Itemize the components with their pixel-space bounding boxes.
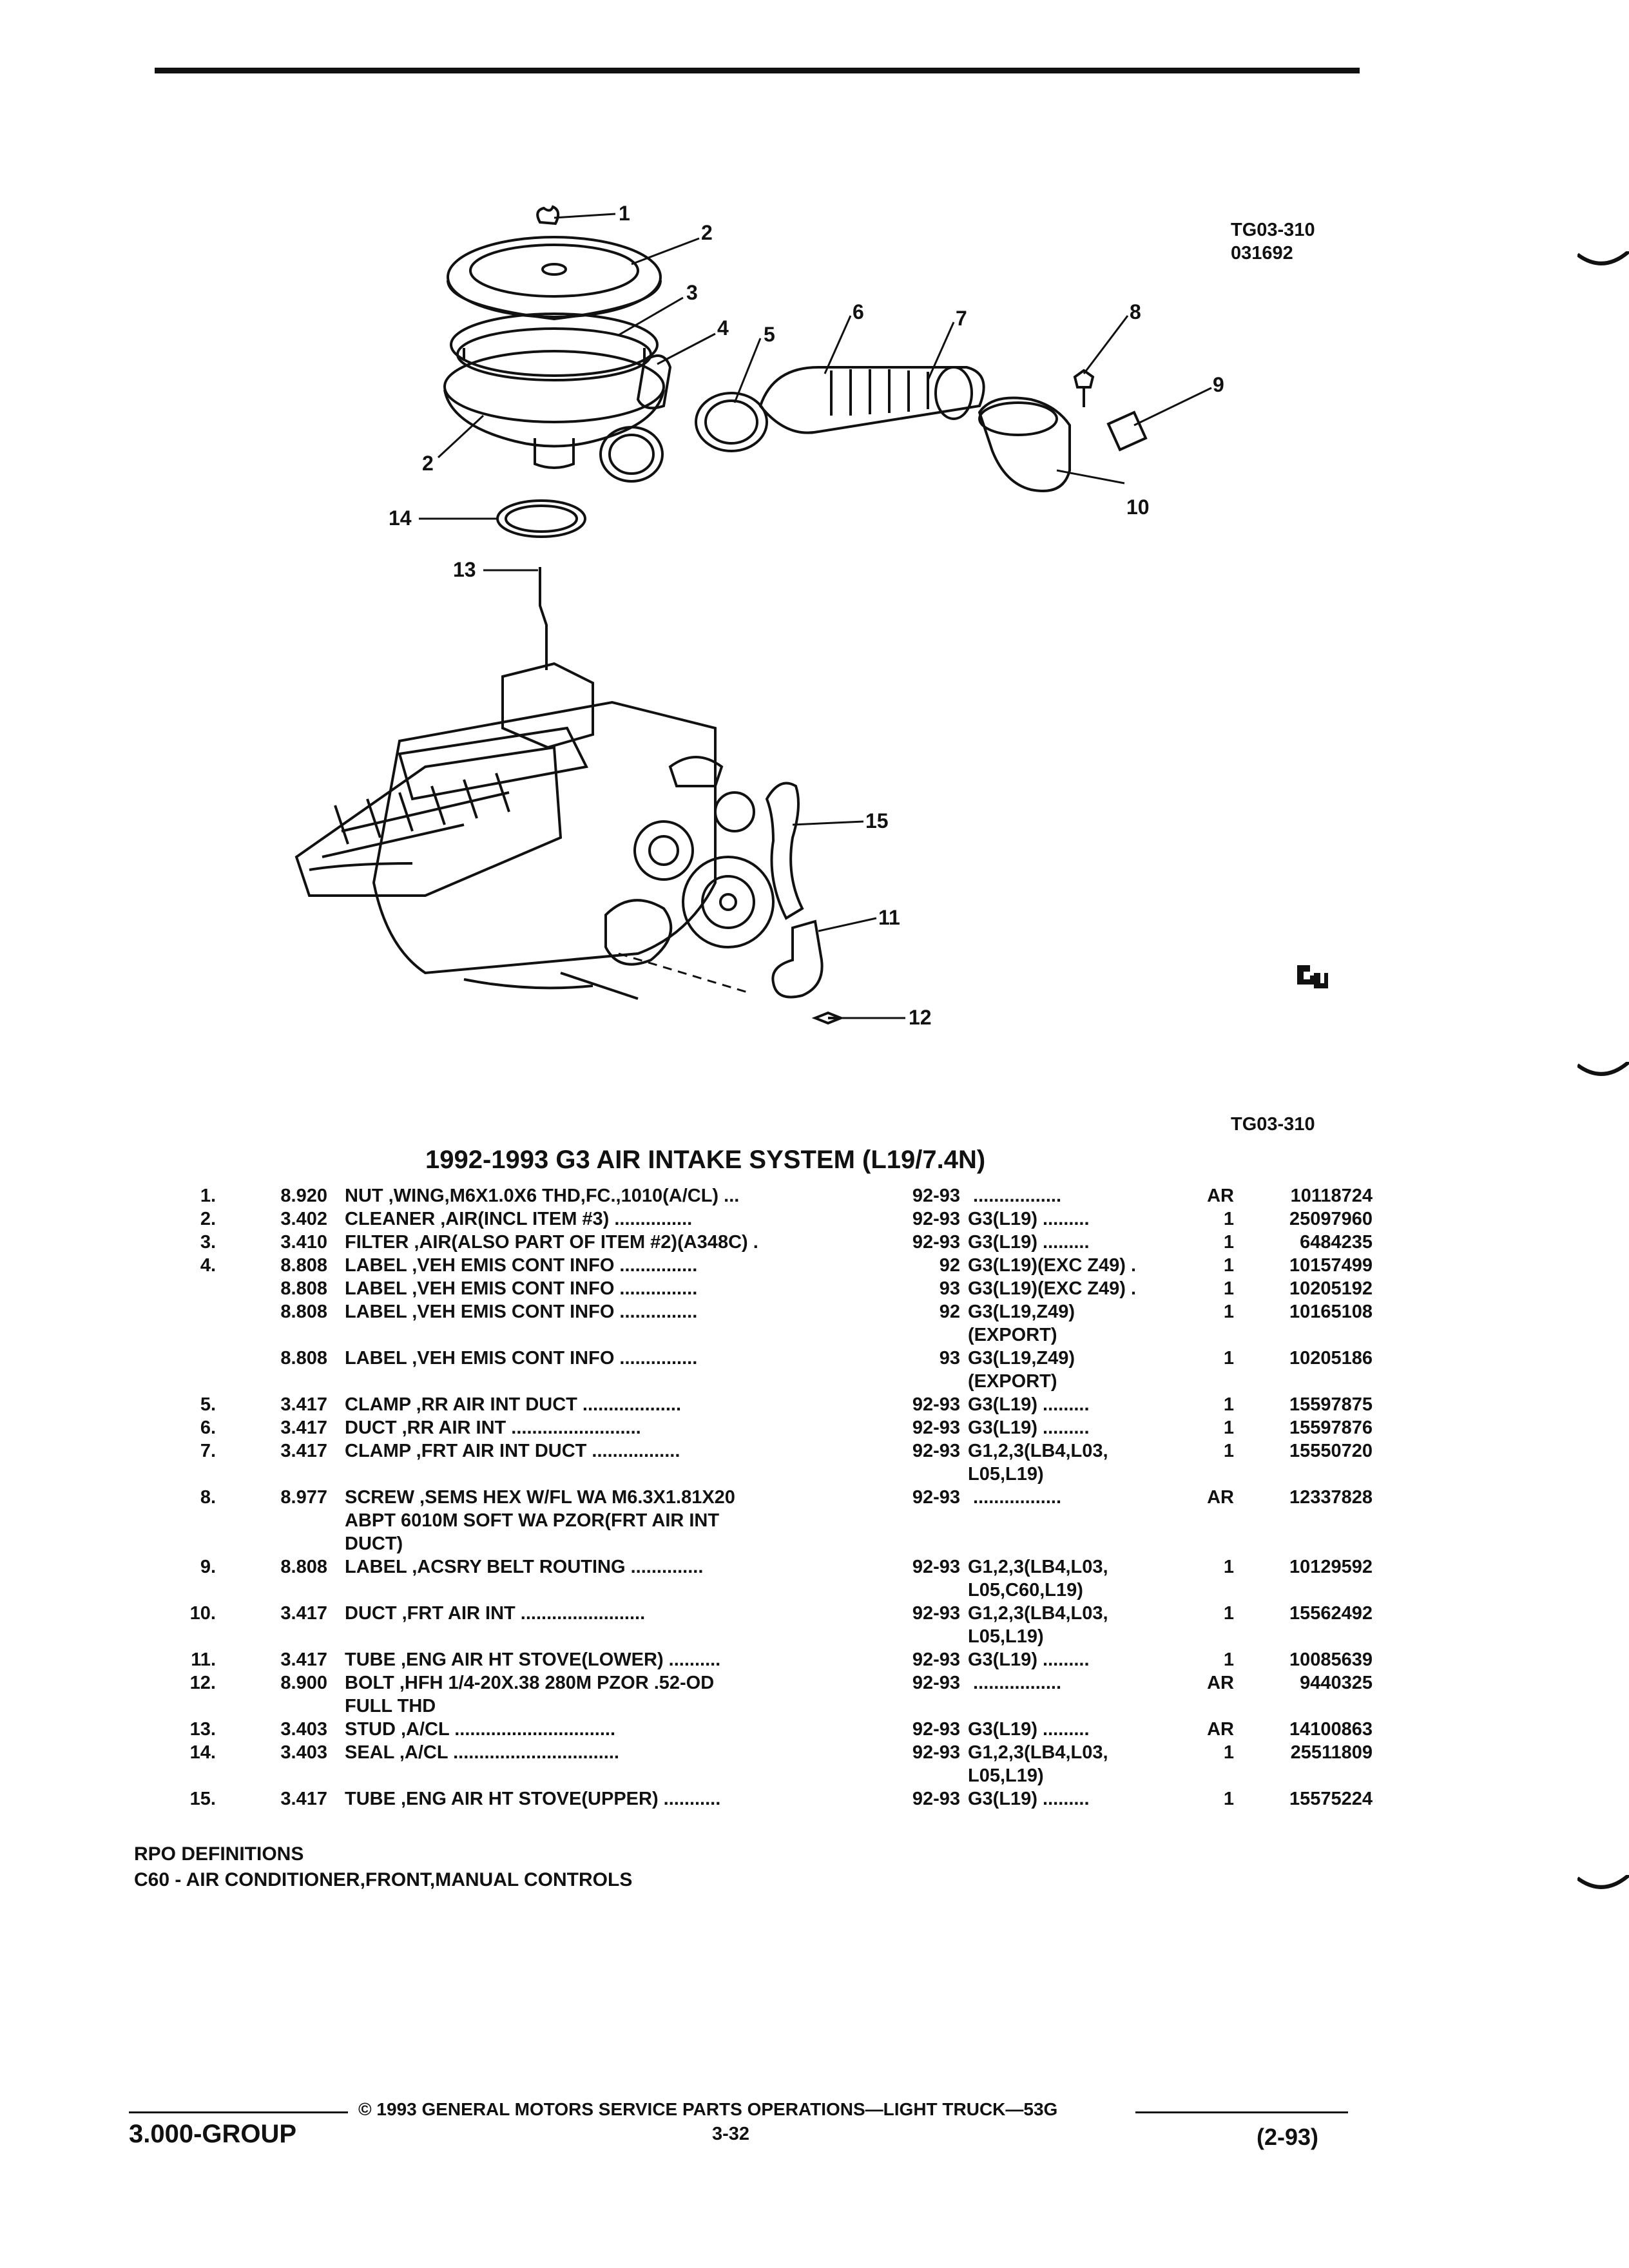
part-number: 25097960: [1289, 1209, 1373, 1229]
parts-row: [187, 1555, 1373, 1602]
part-description: [345, 1393, 899, 1416]
usage-line: G1,2,3(LB4,L03,: [968, 1603, 1108, 1624]
group-number: 3.403: [280, 1742, 327, 1763]
tube-11-shape: [773, 921, 822, 997]
description-line: LABEL ,ACSRY BELT ROUTING ..............: [345, 1557, 704, 1577]
callout-3: 3: [686, 281, 698, 304]
part-description: [345, 1254, 899, 1277]
usage-line: G3(L19) .........: [968, 1789, 1090, 1809]
group-number: 8.900: [280, 1673, 327, 1693]
part-description: [345, 1671, 899, 1718]
parts-row: [187, 1277, 1373, 1300]
part-description: [345, 1648, 899, 1671]
group-number: 3.402: [280, 1209, 327, 1229]
parts-list: [187, 1184, 1373, 1811]
item-number: 15.: [189, 1789, 216, 1809]
parts-row: [187, 1254, 1373, 1277]
part-number: 15597876: [1289, 1418, 1373, 1438]
duct-6-shape: [760, 367, 984, 433]
model-years: 92-93: [912, 1673, 960, 1693]
figure-id-top: TG03-310: [1231, 220, 1315, 240]
part-number: 9440325: [1300, 1673, 1373, 1693]
item-number: 1.: [200, 1186, 216, 1206]
description-line: LABEL ,VEH EMIS CONT INFO ...............: [345, 1348, 698, 1369]
quantity: 1: [1223, 1789, 1234, 1809]
figure-date-code: 031692: [1231, 243, 1293, 264]
bolt-12-shape: [815, 1013, 841, 1023]
item-number: 13.: [189, 1719, 216, 1740]
quantity: 1: [1223, 1255, 1234, 1276]
rpo-definitions: [134, 1841, 632, 1893]
group-number: 3.403: [280, 1719, 327, 1740]
part-description: [345, 1231, 899, 1254]
group-number: 8.977: [280, 1487, 327, 1508]
group-number: 3.417: [280, 1649, 327, 1670]
usage-line: (EXPORT): [968, 1371, 1057, 1392]
description-line: NUT ,WING,M6X1.0X6 THD,FC.,1010(A/CL) ...: [345, 1186, 740, 1206]
callout-7: 7: [956, 307, 967, 330]
usage-line: G1,2,3(LB4,L03,: [968, 1742, 1108, 1763]
model-years: 92: [939, 1255, 960, 1276]
quantity: 1: [1223, 1742, 1234, 1763]
part-description: [345, 1439, 899, 1463]
usage-line: G3(L19) .........: [968, 1209, 1090, 1229]
group-number: 8.808: [280, 1557, 327, 1577]
part-description: [345, 1555, 899, 1579]
part-number: 10129592: [1289, 1557, 1373, 1577]
usage-line: L05,C60,L19): [968, 1580, 1083, 1600]
parts-row: [187, 1486, 1373, 1555]
callout-13: 13: [453, 558, 476, 581]
footer-revision: (2-93): [1257, 2124, 1319, 2150]
quantity: AR: [1207, 1186, 1234, 1206]
description-line: BOLT ,HFH 1/4-20X.38 280M PZOR .52-OD: [345, 1673, 715, 1693]
item-number: 10.: [189, 1603, 216, 1624]
parts-row: [187, 1671, 1373, 1718]
part-number: 15562492: [1289, 1603, 1373, 1624]
usage-line: G3(L19) .........: [968, 1232, 1090, 1253]
part-number: 10205192: [1289, 1278, 1373, 1299]
usage-line: .................: [968, 1673, 1062, 1693]
group-number: 3.417: [280, 1394, 327, 1415]
item-number: 9.: [200, 1557, 216, 1577]
group-number: 8.808: [280, 1278, 327, 1299]
group-number: 3.410: [280, 1232, 327, 1253]
quantity: 1: [1223, 1302, 1234, 1322]
description-line: CLEANER ,AIR(INCL ITEM #3) ...............: [345, 1209, 693, 1229]
group-number: 8.808: [280, 1348, 327, 1369]
callout-9: 9: [1213, 373, 1224, 396]
parts-row: [187, 1648, 1373, 1671]
rpo-item: C60 - AIR CONDITIONER,FRONT,MANUAL CONTROLS: [134, 1869, 633, 1890]
parts-row: [187, 1741, 1373, 1787]
model-years: 92-93: [912, 1789, 960, 1809]
callout-2: 2: [701, 221, 713, 244]
quantity: 1: [1223, 1232, 1234, 1253]
description-line: ABPT 6010M SOFT WA PZOR(FRT AIR INT: [345, 1510, 720, 1531]
parts-row: [187, 1787, 1373, 1811]
model-years: 93: [939, 1278, 960, 1299]
usage-line: .................: [968, 1487, 1062, 1508]
item-number: 4.: [200, 1255, 216, 1276]
parts-row: [187, 1439, 1373, 1486]
model-years: 92-93: [912, 1719, 960, 1740]
top-rule: [155, 68, 1360, 73]
part-number: 10157499: [1289, 1255, 1373, 1276]
rpo-heading: RPO DEFINITIONS: [134, 1843, 304, 1865]
usage-line: G3(L19) .........: [968, 1719, 1090, 1740]
footer-rule-left: [129, 2111, 348, 2113]
quantity: AR: [1207, 1719, 1234, 1740]
usage-line: G3(L19) .........: [968, 1394, 1090, 1415]
quantity: 1: [1223, 1441, 1234, 1461]
footer-page-number: 3-32: [712, 2124, 750, 2144]
group-number: 3.417: [280, 1603, 327, 1624]
group-number: 8.920: [280, 1186, 327, 1206]
stud-13-shape: [540, 567, 546, 670]
model-years: 92-93: [912, 1441, 960, 1461]
item-number: 11.: [191, 1649, 216, 1670]
usage-line: G3(L19,Z49): [968, 1302, 1075, 1322]
parts-row: [187, 1347, 1373, 1393]
description-line: LABEL ,VEH EMIS CONT INFO ...............: [345, 1278, 698, 1299]
group-number: 3.417: [280, 1441, 327, 1461]
description-line: DUCT ,FRT AIR INT ........................: [345, 1603, 646, 1624]
part-number: 15575224: [1289, 1789, 1373, 1809]
label-9-shape: [1108, 412, 1146, 450]
quantity: 1: [1223, 1209, 1234, 1229]
description-line: SEAL ,A/CL ................................: [345, 1742, 619, 1763]
usage-line: G1,2,3(LB4,L03,: [968, 1557, 1108, 1577]
cleaner-base-shape: [445, 351, 664, 422]
model-years: 92-93: [912, 1232, 960, 1253]
model-years: 92-93: [912, 1603, 960, 1624]
part-number: 15550720: [1289, 1441, 1373, 1461]
part-number: 12337828: [1289, 1487, 1373, 1508]
group-number: 8.808: [280, 1302, 327, 1322]
description-line: FULL THD: [345, 1696, 436, 1716]
model-years: 92-93: [912, 1186, 960, 1206]
part-description: [345, 1718, 899, 1741]
footer-group: 3.000-GROUP: [129, 2120, 297, 2148]
part-number: 10205186: [1289, 1348, 1373, 1369]
exploded-diagram: [271, 187, 1340, 1063]
part-description: [345, 1300, 899, 1323]
usage-line: G3(L19,Z49): [968, 1348, 1075, 1369]
parts-row: [187, 1184, 1373, 1207]
callout-12: 12: [909, 1006, 932, 1029]
item-number: 7.: [200, 1441, 216, 1461]
parts-row: [187, 1393, 1373, 1416]
callout-11: 11: [878, 906, 900, 929]
edge-mark-3: [1577, 1875, 1629, 1894]
model-years: 92-93: [912, 1649, 960, 1670]
callout-10: 10: [1126, 495, 1150, 519]
description-line: DUCT): [345, 1533, 403, 1554]
description-line: CLAMP ,FRT AIR INT DUCT .................: [345, 1441, 680, 1461]
part-description: [345, 1741, 899, 1764]
quantity: 1: [1223, 1394, 1234, 1415]
group-number: 3.417: [280, 1418, 327, 1438]
usage-line: L05,L19): [968, 1626, 1044, 1647]
model-years: 92-93: [912, 1557, 960, 1577]
usage-line: G3(L19)(EXC Z49) .: [968, 1278, 1137, 1299]
description-line: TUBE ,ENG AIR HT STOVE(UPPER) ...........: [345, 1789, 721, 1809]
parts-row: [187, 1300, 1373, 1347]
usage-line: G3(L19) .........: [968, 1418, 1090, 1438]
usage-line: G1,2,3(LB4,L03,: [968, 1441, 1108, 1461]
description-line: CLAMP ,RR AIR INT DUCT ...................: [345, 1394, 682, 1415]
engine-shape: [296, 664, 773, 999]
usage-line: L05,L19): [968, 1464, 1044, 1485]
parts-row: [187, 1718, 1373, 1741]
quantity: AR: [1207, 1673, 1234, 1693]
quantity: 1: [1223, 1348, 1234, 1369]
model-years: 92-93: [912, 1487, 960, 1508]
callout-2b: 2: [422, 452, 434, 475]
parts-row: [187, 1207, 1373, 1231]
figure-id-bottom: TG03-310: [1231, 1114, 1315, 1135]
callout-1: 1: [619, 202, 630, 225]
duct-10-shape: [979, 398, 1070, 492]
filter-shape: [451, 314, 657, 376]
part-number: 6484235: [1300, 1232, 1373, 1253]
callout-14: 14: [389, 506, 412, 530]
usage-line: (EXPORT): [968, 1325, 1057, 1345]
description-line: LABEL ,VEH EMIS CONT INFO ...............: [345, 1255, 698, 1276]
part-description: [345, 1347, 899, 1370]
parts-row: [187, 1416, 1373, 1439]
part-description: [345, 1486, 899, 1555]
part-description: [345, 1787, 899, 1811]
description-line: DUCT ,RR AIR INT .........................: [345, 1418, 641, 1438]
part-description: [345, 1184, 899, 1207]
description-line: SCREW ,SEMS HEX W/FL WA M6.3X1.81X20: [345, 1487, 735, 1508]
item-number: 12.: [189, 1673, 216, 1693]
item-number: 6.: [200, 1418, 216, 1438]
part-number: 10118724: [1290, 1186, 1373, 1206]
part-number: 10165108: [1289, 1302, 1373, 1322]
part-number: 15597875: [1289, 1394, 1373, 1415]
edge-mark-1: [1577, 251, 1629, 271]
model-years: 93: [939, 1348, 960, 1369]
item-number: 2.: [200, 1209, 216, 1229]
quantity: 1: [1223, 1603, 1234, 1624]
usage-line: G3(L19)(EXC Z49) .: [968, 1255, 1137, 1276]
parts-row: [187, 1231, 1373, 1254]
group-number: 3.417: [280, 1789, 327, 1809]
item-number: 8.: [200, 1487, 216, 1508]
model-years: 92-93: [912, 1742, 960, 1763]
part-number: 10085639: [1289, 1649, 1373, 1670]
gm-logo-icon: [1292, 960, 1331, 999]
quantity: AR: [1207, 1487, 1234, 1508]
model-years: 92-93: [912, 1418, 960, 1438]
section-title: 1992-1993 G3 AIR INTAKE SYSTEM (L19/7.4N): [425, 1146, 986, 1174]
part-description: [345, 1277, 899, 1300]
description-line: LABEL ,VEH EMIS CONT INFO ...............: [345, 1302, 698, 1322]
quantity: 1: [1223, 1557, 1234, 1577]
edge-mark-2: [1577, 1062, 1629, 1081]
part-description: [345, 1416, 899, 1439]
item-number: 5.: [200, 1394, 216, 1415]
description-line: FILTER ,AIR(ALSO PART OF ITEM #2)(A348C) .: [345, 1232, 758, 1253]
callout-4: 4: [717, 316, 729, 340]
screw-8-shape: [1075, 370, 1093, 407]
usage-line: .................: [968, 1186, 1062, 1206]
item-number: 3.: [200, 1232, 216, 1253]
callout-8: 8: [1130, 300, 1141, 323]
quantity: 1: [1223, 1278, 1234, 1299]
model-years: 92-93: [912, 1209, 960, 1229]
part-number: 25511809: [1290, 1742, 1373, 1763]
usage-line: L05,L19): [968, 1765, 1044, 1786]
model-years: 92: [939, 1302, 960, 1322]
parts-row: [187, 1602, 1373, 1648]
callout-5: 5: [764, 323, 775, 346]
group-number: 8.808: [280, 1255, 327, 1276]
quantity: 1: [1223, 1418, 1234, 1438]
footer-rule-right: [1135, 2111, 1348, 2113]
model-years: 92-93: [912, 1394, 960, 1415]
description-line: TUBE ,ENG AIR HT STOVE(LOWER) ..........: [345, 1649, 721, 1670]
part-description: [345, 1207, 899, 1231]
callout-6: 6: [853, 300, 864, 323]
description-line: STUD ,A/CL ...............................: [345, 1719, 616, 1740]
usage-line: G3(L19) .........: [968, 1649, 1090, 1670]
wing-nut-shape: [537, 207, 558, 224]
quantity: 1: [1223, 1649, 1234, 1670]
part-description: [345, 1602, 899, 1625]
part-number: 14100863: [1289, 1719, 1373, 1740]
item-number: 14.: [189, 1742, 216, 1763]
callout-15: 15: [865, 809, 889, 832]
footer-copyright: © 1993 GENERAL MOTORS SERVICE PARTS OPERATIONS—LIGHT TRUCK—53G: [358, 2099, 1058, 2119]
